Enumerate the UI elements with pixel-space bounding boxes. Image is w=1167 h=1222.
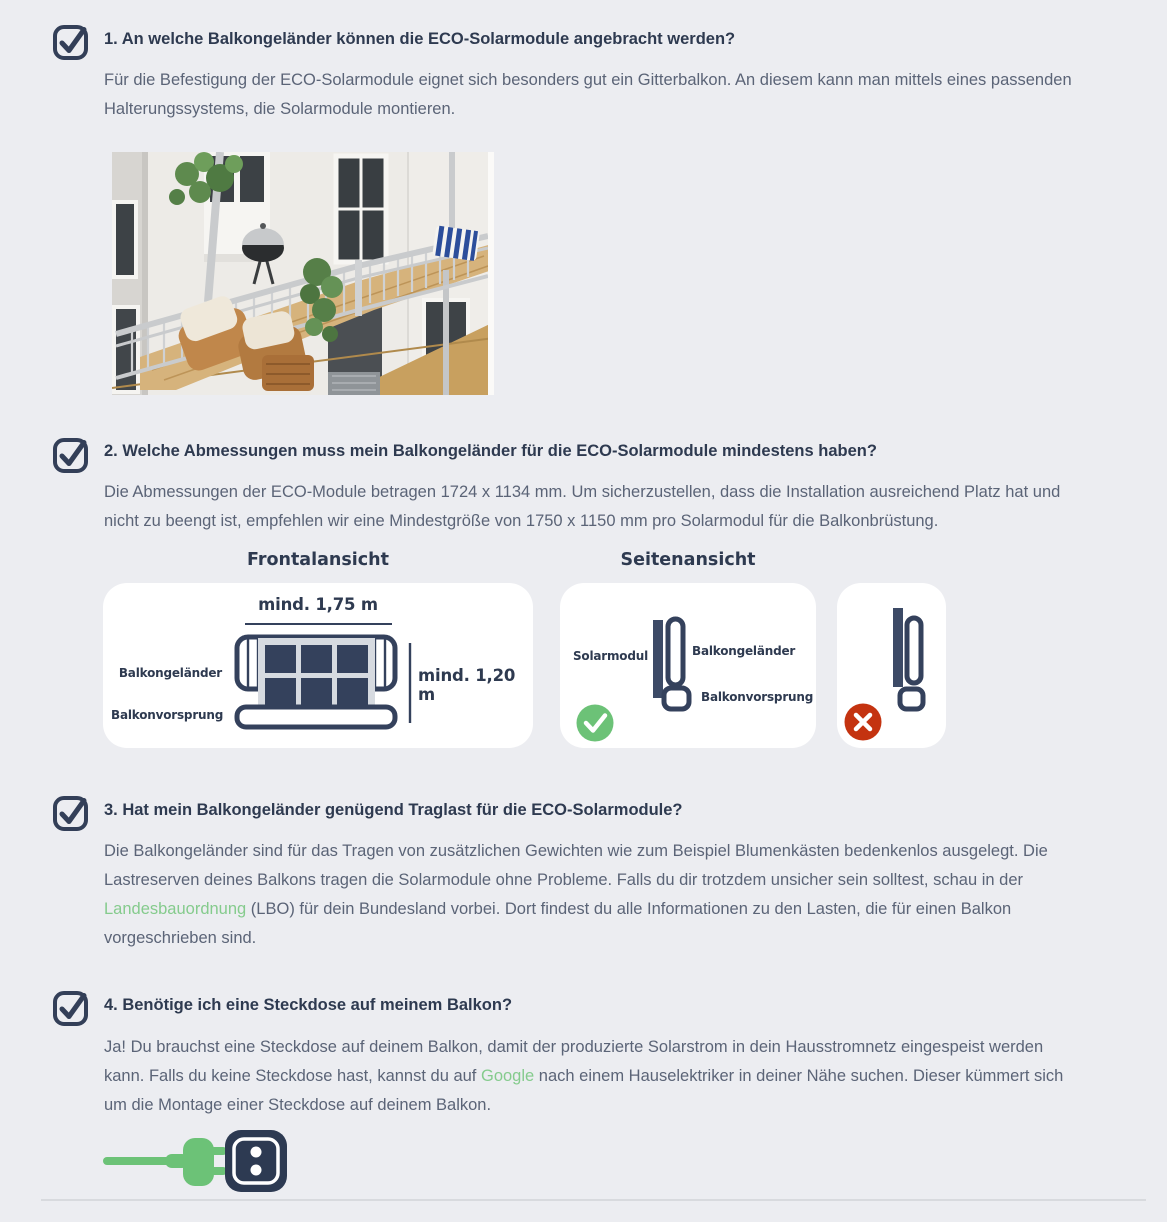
answer-2-text: Die Abmessungen der ECO-Module betragen 1724 x 1134 mm. Um sicherzustellen, dass die Installation ausreichend Platz hat und nicht zu beengt ist, empfehlen wir eine Mindestgröße von 1750 x 1150 mm pro Solarmodul für die Balkonbrüstung.	[104, 483, 1061, 530]
x-circle-icon	[845, 704, 882, 741]
question-3-heading: 3. Hat mein Balkongeländer genügend Traglast für die ECO-Solarmodule?	[104, 801, 683, 819]
solar-module-side	[893, 608, 903, 687]
check-circle-icon	[577, 705, 614, 742]
checked-checkbox-icon	[52, 436, 90, 474]
ledge-label: Balkonvorsprung	[111, 708, 224, 722]
answer-4-text	[104, 1033, 1082, 1120]
balcony-photo	[112, 152, 494, 395]
answer-3-text	[104, 837, 1082, 953]
railing-label: Balkongeländer	[692, 644, 796, 658]
answer-1-text: Für die Befestigung der ECO-Solarmodule eignet sich besonders gut ein Gitterbalkon. An diesem kann man mittels eines passenden Halterungssystems, die Solarmodule montieren.	[104, 71, 1072, 118]
side-view-wrong-diagram	[837, 583, 946, 748]
landesbauordnung-link[interactable]: Landesbauordnung	[104, 900, 247, 918]
answer-4-part1: Ja! Du brauchst eine Steckdose auf deinem Balkon, damit der produzierte Solarstrom in dein Hausstromnetz eingespeist werden kann. Falls du keine Steckdose hast, kannst du auf	[104, 1038, 1044, 1085]
railing-label: Balkongeländer	[118, 666, 222, 680]
plug-and-socket-icon	[103, 1128, 288, 1194]
answer-3-part1: Die Balkongeländer sind für das Tragen von zusätzlichen Gewichten wie zum Beispiel Blumenkästen bedenkenlos ausgelegt. Die Lastreserven deines Balkons tragen die Solarmodule ohne Probleme. Falls du dir trotzdem unsicher sein solltest, schau in der	[104, 842, 1048, 889]
checked-checkbox-icon	[52, 23, 90, 61]
answer-4-part2: nach einem Hauselektriker in deiner Nähe suchen. Dieser kümmert sich um die Montage einer Steckdose auf deinem Balkon.	[104, 1067, 1064, 1114]
checked-checkbox-icon	[52, 989, 90, 1027]
answer-3-part2: (LBO) für dein Bundesland vorbei. Dort findest du alle Informationen zu den Lasten, die für einen Balkon vorgeschrieben sind.	[104, 900, 1012, 947]
window	[114, 202, 136, 277]
google-link[interactable]: Google	[480, 1067, 535, 1085]
width-measure-line	[245, 623, 392, 625]
striped-box	[432, 225, 480, 261]
solar-module	[258, 638, 375, 712]
side-view-title: Seitenansicht	[620, 550, 756, 570]
question-2-heading: 2. Welche Abmessungen muss mein Balkongeländer für die ECO-Solarmodule mindestens haben?	[104, 442, 877, 460]
module-label: Solarmodul	[572, 649, 648, 663]
solar-module-side	[653, 620, 663, 698]
side-view-correct-card	[560, 583, 816, 748]
front-view-title: Frontalansicht	[247, 550, 389, 570]
section-divider	[41, 1199, 1146, 1201]
question-1-heading: 1. An welche Balkongeländer können die ECO-Solarmodule angebracht werden?	[104, 30, 736, 48]
ledge-label: Balkonvorsprung	[701, 690, 814, 704]
side-view-wrong-card	[837, 583, 946, 748]
front-view-card	[103, 583, 533, 748]
balcony-photo-illustration	[112, 152, 494, 395]
checked-checkbox-icon	[52, 794, 90, 832]
min-width-label: mind. 1,75 m	[258, 595, 378, 614]
min-height-label: mind. 1,20 m	[418, 666, 516, 704]
side-view-correct-diagram	[560, 583, 816, 748]
question-4-heading: 4. Benötige ich eine Steckdose auf meinem Balkon?	[104, 996, 513, 1014]
